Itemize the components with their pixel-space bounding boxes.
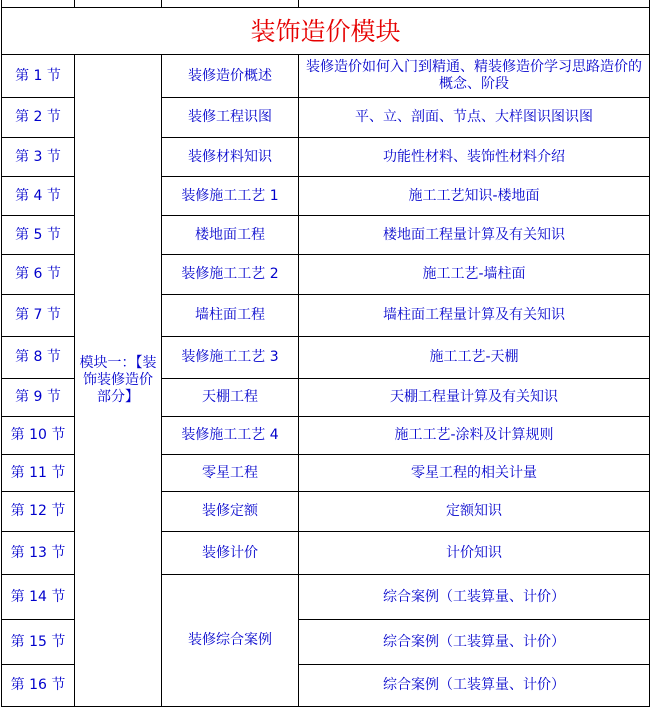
section-number: 第 13 节 <box>2 532 75 575</box>
topic-cell: 天棚工程 <box>162 379 299 417</box>
topic-cell: 楼地面工程 <box>162 216 299 255</box>
section-number: 第 8 节 <box>2 337 75 379</box>
section-number: 第 15 节 <box>2 620 75 665</box>
section-number: 第 10 节 <box>2 417 75 455</box>
syllabus-table <box>1 0 650 707</box>
topic-cell: 装修施工工艺 1 <box>162 177 299 216</box>
module-label: 模块一：【装饰装修造价部分】 <box>75 55 162 707</box>
topic-cell: 装修计价 <box>162 532 299 575</box>
section-number: 第 12 节 <box>2 492 75 532</box>
content-cell: 施工工艺知识-楼地面 <box>299 177 650 216</box>
section-number: 第 2 节 <box>2 98 75 138</box>
table-top-row <box>2 0 650 8</box>
topic-cell: 零星工程 <box>162 455 299 492</box>
content-cell: 功能性材料、装饰性材料介绍 <box>299 138 650 177</box>
content-cell: 墙柱面工程量计算及有关知识 <box>299 295 650 337</box>
content-cell: 施工工艺-天棚 <box>299 337 650 379</box>
topic-cell: 装修施工工艺 3 <box>162 337 299 379</box>
content-cell: 施工工艺-涂料及计算规则 <box>299 417 650 455</box>
content-cell: 综合案例（工装算量、计价） <box>299 575 650 620</box>
module-title: 装饰造价模块 <box>2 8 650 55</box>
section-number: 第 1 节 <box>2 55 75 98</box>
content-cell: 天棚工程量计算及有关知识 <box>299 379 650 417</box>
topic-cell: 装修造价概述 <box>162 55 299 98</box>
topic-cell: 装修材料知识 <box>162 138 299 177</box>
topic-cell: 装修综合案例 <box>162 575 299 707</box>
section-number: 第 5 节 <box>2 216 75 255</box>
section-number: 第 11 节 <box>2 455 75 492</box>
section-number: 第 7 节 <box>2 295 75 337</box>
content-cell: 装修造价如何入门到精通、精装修造价学习思路造价的概念、阶段 <box>299 55 650 98</box>
content-cell: 施工工艺-墙柱面 <box>299 255 650 295</box>
topic-cell: 墙柱面工程 <box>162 295 299 337</box>
topic-cell: 装修定额 <box>162 492 299 532</box>
content-cell: 综合案例（工装算量、计价） <box>299 665 650 707</box>
content-cell: 定额知识 <box>299 492 650 532</box>
table-row <box>2 55 650 98</box>
title-row <box>2 8 650 55</box>
section-number: 第 6 节 <box>2 255 75 295</box>
topic-cell: 装修施工工艺 4 <box>162 417 299 455</box>
content-cell: 计价知识 <box>299 532 650 575</box>
section-number: 第 3 节 <box>2 138 75 177</box>
topic-cell: 装修施工工艺 2 <box>162 255 299 295</box>
content-cell: 零星工程的相关计量 <box>299 455 650 492</box>
content-cell: 综合案例（工装算量、计价） <box>299 620 650 665</box>
content-cell: 楼地面工程量计算及有关知识 <box>299 216 650 255</box>
content-cell: 平、立、剖面、节点、大样图识图识图 <box>299 98 650 138</box>
section-number: 第 9 节 <box>2 379 75 417</box>
section-number: 第 16 节 <box>2 665 75 707</box>
section-number: 第 4 节 <box>2 177 75 216</box>
section-number: 第 14 节 <box>2 575 75 620</box>
topic-cell: 装修工程识图 <box>162 98 299 138</box>
